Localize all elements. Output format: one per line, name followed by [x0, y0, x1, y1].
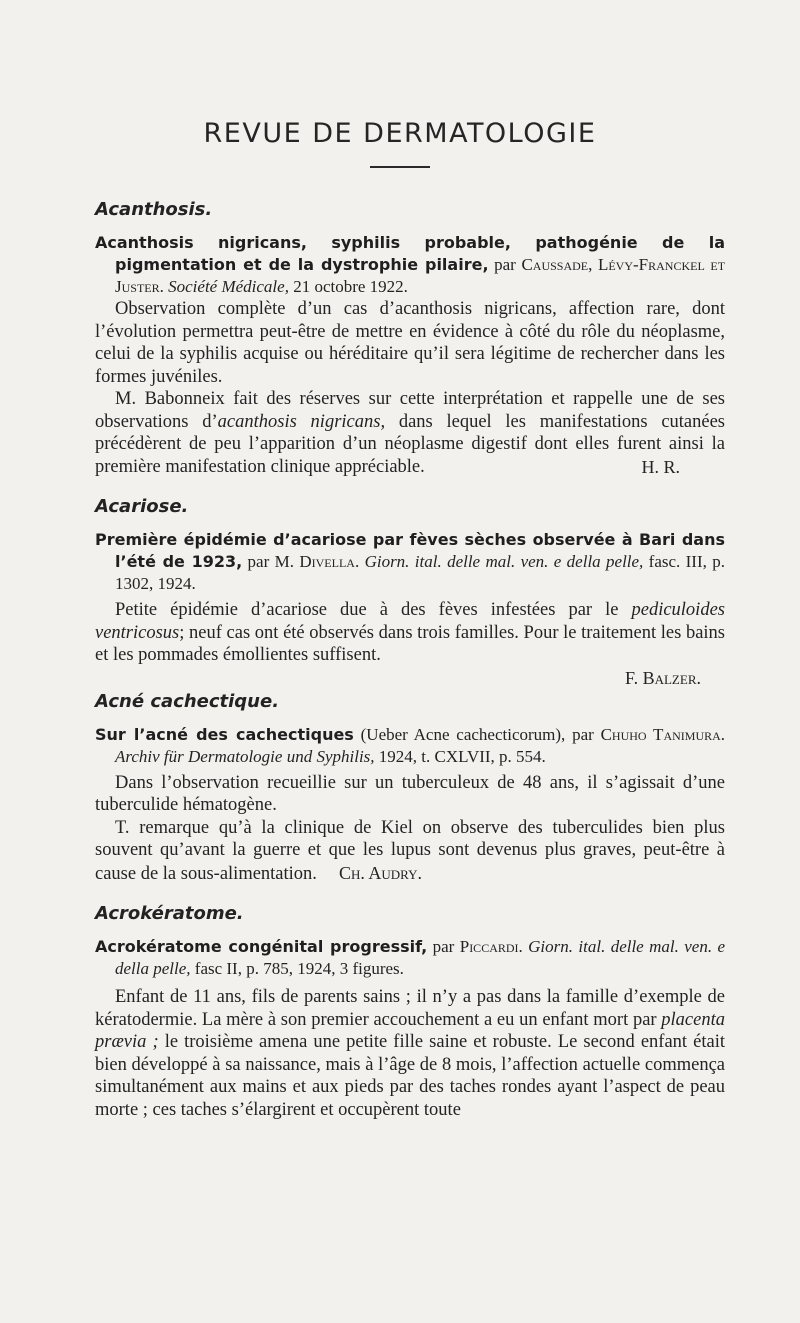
paragraph — [95, 986, 725, 1121]
signature: H. R. — [641, 457, 680, 477]
entry-header — [95, 529, 725, 595]
entry-subtitle: (Ueber Acne cachecticorum), — [360, 724, 566, 744]
entry-ref: fasc II, p. 785, 1924, 3 figures. — [194, 959, 404, 978]
ref-par: par — [494, 255, 516, 274]
paragraph: Dans l’observation recueillie sur un tuberculeux de 48 ans, il s’agissait d’une tuberculide hématogène. — [95, 772, 725, 815]
entry-header — [95, 936, 725, 980]
entry-journal: Société Médicale, — [168, 277, 289, 296]
section-heading-acrokeratome: Acrokératome. — [95, 903, 244, 924]
text-run: le troisième amena une petite fille saine et robuste. Le second enfant était bien développé à sa naissance, mais à l’âge de 8 mois, l’affection actuelle commença simultanément aux mains et aux pieds par des taches rondes ayant l’aspect de peau morte ; ces taches s’élargirent et occupèrent toute — [95, 1032, 725, 1120]
entry-authors: Piccardi. — [459, 937, 523, 956]
signature: Ch. Audry. — [338, 862, 422, 883]
paragraph: Observation complète d’un cas d’acanthosis nigricans, affection rare, dont l’évolution permettra peut-être de mettre en évidence à côté du rôle du néoplasme, celui de la syphilis acquise ou héréditaire qu’il sera légitime de rechercher dans les formes juvéniles. — [95, 299, 725, 387]
section-heading-acanthosis: Acanthosis. — [95, 199, 213, 220]
entry-journal: Giorn. ital. delle mal. ven. e della pelle, — [115, 937, 725, 978]
ref-par: par M. — [247, 552, 294, 571]
entry-header — [95, 232, 725, 298]
text-run: ; neuf cas ont été observés dans trois familles. Pour le traitement les bains et les pommades émollientes suffisent. — [95, 622, 725, 665]
article-content — [95, 199, 725, 1121]
entry-title: Acrokératome congénital progressif, — [95, 937, 428, 956]
entry-title: Première épidémie d’acariose par fèves sèches observée à Bari dans l’été de 1923, — [95, 530, 725, 571]
text-run: Petite épidémie d’acariose due à des fèves infestées par le — [115, 600, 632, 620]
entry-journal: Giorn. ital. delle mal. ven. e della pelle, — [364, 552, 644, 571]
text-run: T. remarque qu’à la clinique de Kiel on observe des tuberculides bien plus souvent qu’avant la guerre et que les lupus sont devenus plus graves, peut-être à cause de la sous-alimentation. — [95, 817, 725, 884]
section-heading-acariose: Acariose. — [95, 496, 189, 517]
text-run: dans lequel les manifestations cutanées précédèrent de peu l’apparition d’un néoplasme digestif dont elles furent ainsi la première manifestation clinique appréciable. — [95, 411, 726, 477]
entry-journal: Archiv für Dermatologie und Syphilis, — [115, 746, 375, 766]
text-em: acanthosis nigricans, — [217, 411, 386, 432]
entry-ref: fasc. III, p. 1302, 1924. — [115, 552, 725, 593]
text-em: pediculoides ventricosus — [95, 600, 725, 643]
text-em: placenta prævia ; — [95, 1009, 725, 1052]
title-rule — [370, 166, 430, 168]
signature: F. Balzer. — [625, 667, 701, 688]
paragraph — [95, 817, 725, 886]
entry-title: Acanthosis nigricans, syphilis probable, pathogénie de la pigmentation et de la dystrophie pilaire, — [95, 233, 725, 274]
text-run: M. Babonneix fait des réserves sur cette interprétation et rappelle une de ses observations d’ — [95, 389, 725, 432]
entry-ref: 1924, t. CXLVII, p. 554. — [378, 746, 546, 766]
entry-date: 21 octobre 1922. — [293, 277, 408, 296]
entry-authors: Divella. — [299, 552, 360, 571]
section-heading-acne-cachectique: Acné cachectique. — [95, 690, 280, 712]
text-run: Enfant de 11 ans, fils de parents sains ; il n’y a pas dans la famille d’exemple de kératodermie. La mère à son premier accouchement a eu un enfant mort par — [95, 987, 725, 1030]
paragraph — [95, 599, 725, 667]
entry-authors: Caussade, Lévy-Franckel et Juster. — [115, 255, 726, 296]
ref-par: par — [432, 937, 455, 956]
entry-title: Sur l’acné des cachectiques — [95, 724, 354, 744]
ref-par: par — [572, 724, 594, 744]
journal-title: REVUE DE DERMATOLOGIE — [203, 118, 597, 149]
entry-authors: Chuho Tanimura. — [600, 724, 726, 744]
entry-header — [95, 724, 725, 768]
